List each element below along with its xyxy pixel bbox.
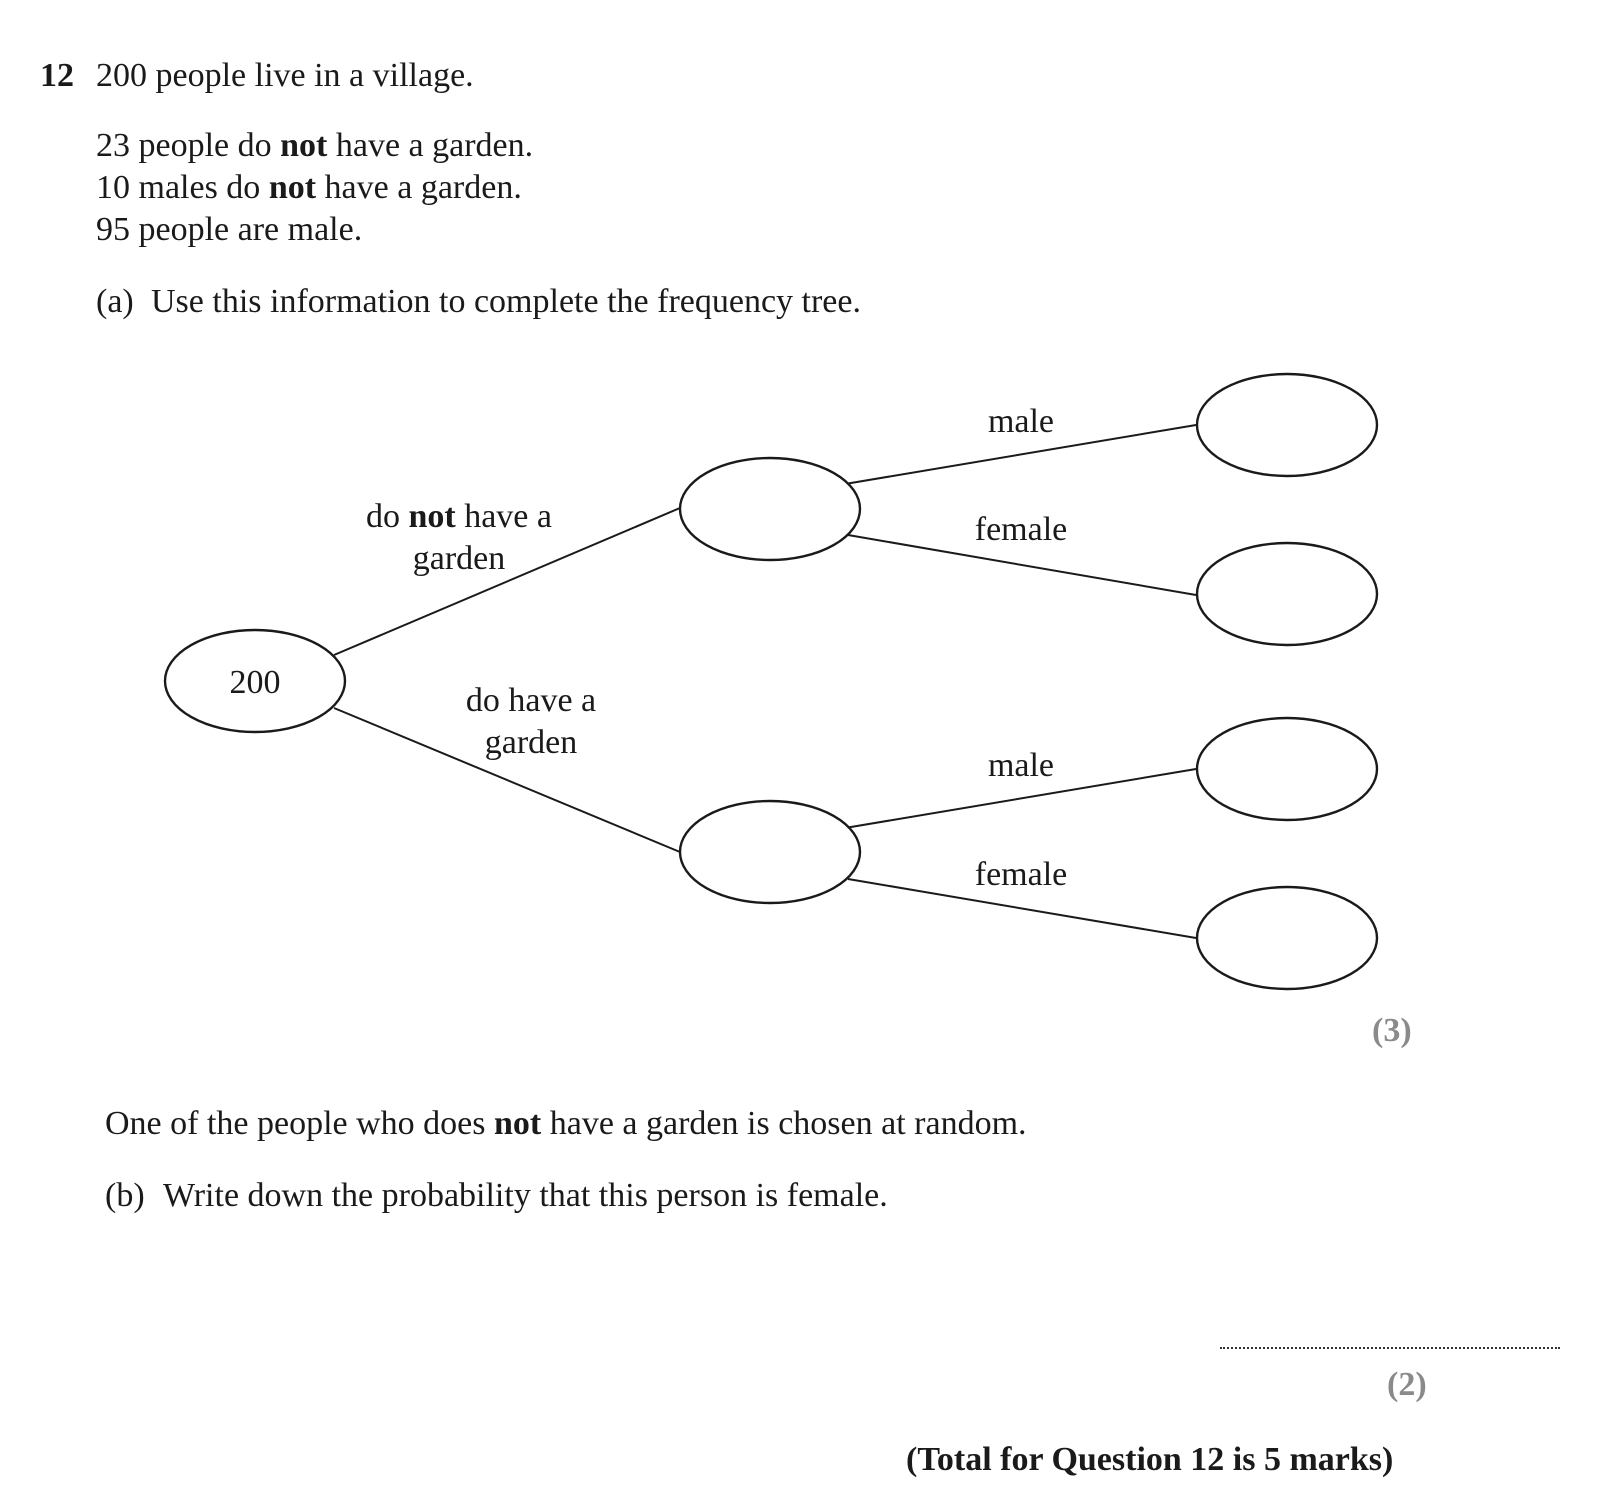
chance-statement-end: have a garden is chosen at random. [541, 1105, 1027, 1142]
label-garden-line2: garden [484, 724, 578, 761]
fact-males-end: have a garden. [316, 169, 522, 206]
no-garden-node[interactable] [680, 458, 860, 560]
question-total: (Total for Question 12 is 5 marks) [906, 1441, 1394, 1478]
label-no-garden-emphasis: not [408, 498, 456, 535]
label-no-garden-line1 [366, 498, 552, 535]
garden-male-node[interactable] [1197, 718, 1377, 820]
fact-males-start: 10 males do [96, 169, 269, 206]
label-no-garden-post: have a [455, 498, 553, 535]
label-lower-female: female [974, 856, 1068, 893]
question-intro: 200 people live in a village. [96, 57, 474, 94]
chance-statement [105, 1104, 1027, 1144]
chance-statement-emphasis: not [494, 1105, 542, 1142]
chance-statement-start: One of the people who does [105, 1105, 495, 1142]
part-b-marks: (2) [1387, 1366, 1427, 1403]
part-b-text: Write down the probability that this person is female. [163, 1177, 888, 1214]
label-garden-line1: do have a [465, 682, 597, 719]
label-upper-female: female [974, 511, 1068, 548]
garden-female-node[interactable] [1197, 887, 1377, 989]
fact-males-emphasis: not [268, 169, 317, 206]
fact-no-garden-start: 23 people do [96, 127, 281, 164]
label-no-garden-pre: do [365, 498, 409, 535]
part-a-label: (a) [96, 283, 134, 320]
fact-no-garden-end: have a garden. [327, 127, 534, 164]
label-lower-male: male [987, 747, 1055, 784]
no-garden-female-node[interactable] [1197, 543, 1377, 645]
root-value: 200 [229, 664, 281, 701]
fact-no-garden-emphasis: not [280, 127, 328, 164]
part-a-marks: (3) [1372, 1012, 1412, 1049]
answer-line[interactable] [1220, 1347, 1560, 1349]
label-no-garden-line2: garden [412, 540, 506, 577]
question-number: 12 [40, 57, 74, 94]
fact-male-count: 95 people are male. [96, 211, 363, 248]
no-garden-male-node[interactable] [1197, 374, 1377, 476]
part-b-label: (b) [105, 1177, 145, 1214]
garden-node[interactable] [680, 801, 860, 903]
part-a-text: Use this information to complete the frequency tree. [151, 283, 861, 320]
label-upper-male: male [987, 403, 1055, 440]
